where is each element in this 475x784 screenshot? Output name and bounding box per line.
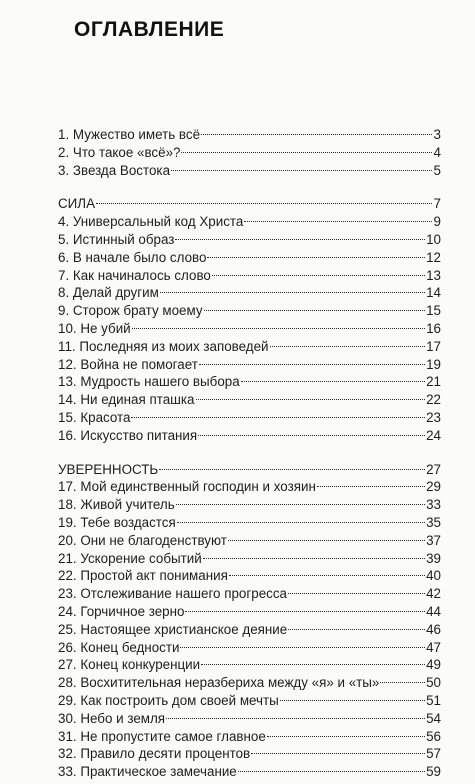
toc-entry-title: 23. Отслеживание нашего прогресса xyxy=(58,586,287,602)
toc-entry-title: 20. Они не благоденствуют xyxy=(58,532,227,548)
toc-page-number: 51 xyxy=(426,692,441,708)
dot-leader xyxy=(185,611,425,612)
dot-leader xyxy=(267,736,425,737)
dot-leader xyxy=(177,522,425,523)
toc-entry xyxy=(58,567,441,585)
dot-leader xyxy=(132,328,425,329)
toc-page-number: 57 xyxy=(426,746,441,762)
toc-entry-title: 4. Универсальный код Христа xyxy=(58,214,244,230)
toc-page-number: 35 xyxy=(426,514,441,530)
toc-entry xyxy=(58,409,441,427)
toc-page-number: 56 xyxy=(426,728,441,744)
dot-leader xyxy=(204,310,426,311)
toc-entry xyxy=(58,391,441,409)
toc-page-number: 27 xyxy=(426,461,441,477)
toc-entry xyxy=(58,427,441,445)
toc-page-number: 59 xyxy=(426,764,441,780)
toc-entry-title: 7. Как начиналось слово xyxy=(58,267,211,283)
toc-entry-title: 22. Простой акт понимания xyxy=(58,568,228,584)
toc-entry-title: 24. Горчичное зерно xyxy=(58,603,185,619)
toc-entry xyxy=(58,692,441,710)
toc-entry xyxy=(58,532,441,550)
toc-entry-title: 19. Тебе воздастся xyxy=(58,514,176,530)
toc-page-number: 5 xyxy=(433,162,441,178)
dot-leader xyxy=(207,257,425,258)
toc-page-number: 4 xyxy=(433,144,441,160)
toc-entry xyxy=(58,144,441,162)
toc-page-number: 14 xyxy=(426,285,441,301)
dot-leader xyxy=(96,203,432,204)
page-title: ОГЛАВЛЕНИЕ xyxy=(74,18,225,41)
toc-entry-title: 25. Настоящее христианское деяние xyxy=(58,621,288,637)
toc-page-number: 7 xyxy=(433,196,441,212)
toc-entry-title: 2. Что такое «всё»? xyxy=(58,144,181,160)
toc-page-number: 15 xyxy=(426,303,441,319)
toc-entry-title: 6. В начале было слово xyxy=(58,249,207,265)
toc-entry xyxy=(58,126,441,144)
toc-page-number: 16 xyxy=(426,320,441,336)
toc-entry xyxy=(58,639,441,657)
toc-entry xyxy=(58,514,441,532)
toc-page-number: 29 xyxy=(426,479,441,495)
toc-page-number: 17 xyxy=(426,338,441,354)
toc-entry xyxy=(58,710,441,728)
dot-leader xyxy=(288,629,425,630)
toc-page-number: 47 xyxy=(426,639,441,655)
dot-leader xyxy=(288,593,425,594)
dot-leader xyxy=(180,647,425,648)
toc-page-number: 9 xyxy=(433,214,441,230)
dot-leader xyxy=(160,292,425,293)
toc-entry xyxy=(58,496,441,514)
toc-entry xyxy=(58,603,441,621)
toc-entry-title: 17. Мой единственный господин и хозяин xyxy=(58,479,316,495)
toc-page-number: 39 xyxy=(426,550,441,566)
toc-entry-title: 28. Восхитительная неразбериха между «я» и «ты» xyxy=(58,675,380,691)
toc-entry-title: 27. Конец конкуренции xyxy=(58,657,201,673)
toc-page-number: 46 xyxy=(426,621,441,637)
toc-entry-title: 11. Последняя из моих заповедей xyxy=(58,338,269,354)
dot-leader xyxy=(251,753,425,754)
toc-entry-title: 14. Ни единая пташка xyxy=(58,392,195,408)
toc-entry xyxy=(58,195,441,213)
toc-page-number: 22 xyxy=(426,392,441,408)
toc-entry-title: СИЛА xyxy=(58,196,96,212)
dot-leader xyxy=(199,364,425,365)
toc-entry xyxy=(58,478,441,496)
toc-entry-title: 21. Ускорение событий xyxy=(58,550,202,566)
toc-section xyxy=(58,461,441,781)
toc-page-number: 49 xyxy=(426,657,441,673)
toc-entry xyxy=(58,550,441,568)
dot-leader xyxy=(196,399,426,400)
toc-section xyxy=(58,126,441,179)
toc-entry-title: 10. Не убий xyxy=(58,320,131,336)
dot-leader xyxy=(380,682,425,683)
dot-leader xyxy=(280,700,425,701)
dot-leader xyxy=(229,575,425,576)
toc-entry xyxy=(58,320,441,338)
toc-entry-title: 3. Звезда Востока xyxy=(58,162,171,178)
toc-entry-title: 33. Практическое замечание xyxy=(58,764,237,780)
dot-leader xyxy=(181,152,432,153)
toc-entry xyxy=(58,267,441,285)
dot-leader xyxy=(166,718,425,719)
dot-leader xyxy=(244,221,432,222)
dot-leader xyxy=(175,239,425,240)
toc-entry-title: 32. Правило десяти процентов xyxy=(58,746,251,762)
toc-page-number: 33 xyxy=(426,497,441,513)
toc-entry xyxy=(58,213,441,231)
toc-entry-title: 29. Как построить дом своей мечты xyxy=(58,692,279,708)
table-of-contents xyxy=(58,126,441,781)
toc-entry-title: 31. Не пропустите самое главное xyxy=(58,728,266,744)
toc-entry xyxy=(58,162,441,180)
dot-leader xyxy=(203,558,425,559)
dot-leader xyxy=(201,664,425,665)
toc-page-number: 40 xyxy=(426,568,441,584)
toc-page-number: 12 xyxy=(426,249,441,265)
toc-page-number: 37 xyxy=(426,532,441,548)
toc-entry-title: 5. Истинный образ xyxy=(58,231,175,247)
toc-entry xyxy=(58,284,441,302)
toc-entry xyxy=(58,461,441,479)
toc-entry xyxy=(58,763,441,781)
toc-entry-title: 9. Сторож брату моему xyxy=(58,303,203,319)
toc-entry xyxy=(58,338,441,356)
toc-entry xyxy=(58,728,441,746)
toc-entry xyxy=(58,621,441,639)
dot-leader xyxy=(198,435,425,436)
toc-entry-title: 8. Делай другим xyxy=(58,285,159,301)
toc-entry xyxy=(58,249,441,267)
toc-entry-title: 30. Небо и земля xyxy=(58,710,166,726)
toc-entry-title: 26. Конец бедности xyxy=(58,639,180,655)
dot-leader xyxy=(317,486,425,487)
toc-page-number: 3 xyxy=(433,127,441,142)
dot-leader xyxy=(270,346,426,347)
toc-entry-title: 13. Мудрость нашего выбора xyxy=(58,374,240,390)
toc-entry xyxy=(58,745,441,763)
toc-page-number: 54 xyxy=(426,710,441,726)
toc-page-number: 23 xyxy=(426,409,441,425)
toc-page-number: 21 xyxy=(426,374,441,390)
dot-leader xyxy=(212,275,425,276)
toc-entry xyxy=(58,356,441,374)
dot-leader xyxy=(131,417,425,418)
section-gap xyxy=(58,179,441,195)
toc-entry-title: 1. Мужество иметь всё xyxy=(58,127,201,142)
toc-page-number: 24 xyxy=(426,427,441,443)
toc-entry xyxy=(58,585,441,603)
toc-page-number: 44 xyxy=(426,603,441,619)
toc-entry xyxy=(58,674,441,692)
toc-section xyxy=(58,195,441,444)
toc-page-number: 50 xyxy=(426,675,441,691)
toc-entry xyxy=(58,302,441,320)
toc-page-number: 19 xyxy=(426,356,441,372)
dot-leader xyxy=(171,170,432,171)
toc-entry-title: 12. Война не помогает xyxy=(58,356,198,372)
toc-page-number: 13 xyxy=(426,267,441,283)
dot-leader xyxy=(159,469,425,470)
toc-entry-title: 18. Живой учитель xyxy=(58,497,175,513)
toc-entry-title: 16. Искусство питания xyxy=(58,427,198,443)
toc-entry-title: 15. Красота xyxy=(58,409,131,425)
toc-entry xyxy=(58,231,441,249)
toc-entry-title: УВЕРЕННОСТЬ xyxy=(58,461,159,477)
dot-leader xyxy=(238,771,425,772)
toc-entry xyxy=(58,656,441,674)
dot-leader xyxy=(228,540,425,541)
toc-entry xyxy=(58,373,441,391)
toc-page-number: 42 xyxy=(426,586,441,602)
toc-page-number: 10 xyxy=(426,231,441,247)
dot-leader xyxy=(201,134,432,135)
dot-leader xyxy=(176,504,425,505)
dot-leader xyxy=(241,381,425,382)
section-gap xyxy=(58,445,441,461)
